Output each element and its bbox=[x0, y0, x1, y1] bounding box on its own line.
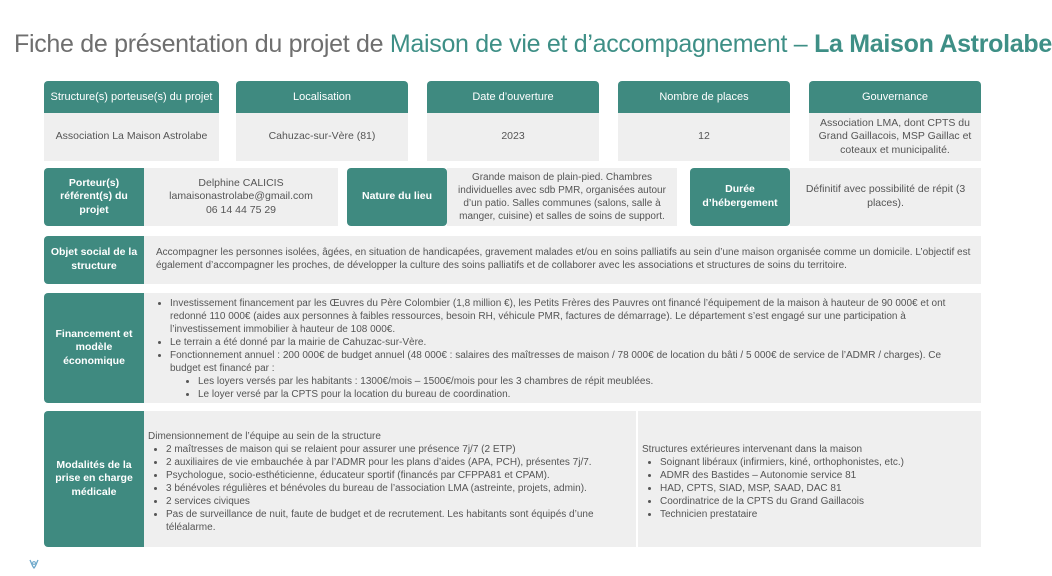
nature-label: Nature du lieu bbox=[347, 168, 447, 226]
porteur-name: Delphine CALICIS bbox=[198, 176, 284, 189]
financement-panel bbox=[144, 293, 981, 403]
financement-item: • Investissement financement par les Œuvres du Père Colombier (1,8 million €), les Petits Frères des Pauvres ont financé l’équipement de la maison à hauteur de 90 000€ et ont redonné 110 000€ (aides aux personnes à faibles ressources, besoin RH, véhicule PMR, factures de démarrage). Le département s’est engagé sur une participation à l’investissement immobilier à hauteur de 108 000€. bbox=[170, 297, 971, 336]
astrolabe-logo-icon bbox=[28, 558, 40, 573]
financement-subitem: • Le loyer versé par la CPTS pour la location du bureau de coordination. bbox=[198, 388, 971, 401]
objet-text: Accompagner les personnes isolées, âgées, en situation de handicapées, gravement malades et/ou en soins palliatifs au sein d’une maison organisée comme un domicile. L’objectif est également d’accompagner les proches, de développer la culture des soins palliatifs et de collaborer avec les associations et structures de soins du territoire. bbox=[144, 236, 981, 284]
title-part-1: Fiche de présentation du projet de bbox=[14, 30, 390, 58]
financement-list bbox=[156, 297, 971, 375]
modalites-right-item: • Coordinatrice de la CPTS du Grand Gaillacois bbox=[660, 495, 973, 508]
value-date: 2023 bbox=[427, 113, 599, 161]
porteur-phone: 06 14 44 75 29 bbox=[205, 203, 277, 216]
financement-label: Financement et modèle économique bbox=[44, 293, 144, 403]
title-part-2: Maison de vie et d’accompagnement – bbox=[389, 30, 815, 58]
financement-subitem: • Les loyers versés par les habitants : 1300€/mois – 1500€/mois pour les 3 chambres de répit meublées. bbox=[198, 375, 971, 388]
modalites-right-item: • ADMR des Bastides – Autonomie service 81 bbox=[660, 469, 973, 482]
modalites-left-item: • 2 maîtresses de maison qui se relaient pour assurer une présence 7j/7 (2 ETP) bbox=[166, 443, 628, 456]
duree-label: Durée d’hébergement bbox=[690, 168, 790, 226]
modalites-label: Modalités de la prise en charge médicale bbox=[44, 411, 144, 547]
value-places: 12 bbox=[618, 113, 790, 161]
duree-value: Définitif avec possibilité de répit (3 places). bbox=[790, 168, 981, 226]
modalites-right-title: Structures extérieures intervenant dans la maison bbox=[642, 444, 863, 455]
modalites-left-item: • Psychologue, socio-esthéticienne, éducateur sportif (financés par CFPPA81 et CPAM). bbox=[166, 469, 628, 482]
modalites-right-item: • Technicien prestataire bbox=[660, 508, 973, 521]
modalites-right-item: • Soignant libéraux (infirmiers, kiné, orthophonistes, etc.) bbox=[660, 456, 973, 469]
title-part-3: La Maison Astrolabe bbox=[814, 30, 1052, 58]
modalites-right-panel bbox=[638, 411, 981, 547]
porteur-email: lamaisonastrolabe@gmail.com bbox=[169, 190, 313, 203]
header-date: Date d’ouverture bbox=[427, 81, 599, 113]
value-localisation: Cahuzac-sur-Vère (81) bbox=[236, 113, 408, 161]
header-structure: Structure(s) porteuse(s) du projet bbox=[44, 81, 219, 113]
financement-item: • Fonctionnement annuel : 200 000€ de budget annuel (48 000€ : salaires des maîtresses de maison / 78 000€ de location du bâti / 5 000€ de service de l’ADMR / charges). Ce budget est financé par : bbox=[170, 349, 971, 375]
value-structure: Association La Maison Astrolabe bbox=[44, 113, 219, 161]
modalites-left-item: • 2 services civiques bbox=[166, 495, 628, 508]
modalites-left-list bbox=[148, 443, 628, 534]
header-localisation: Localisation bbox=[236, 81, 408, 113]
header-places: Nombre de places bbox=[618, 81, 790, 113]
value-gouvernance: Association LMA, dont CPTS du Grand Gaillacois, MSP Gaillac et coteaux et municipalité. bbox=[809, 113, 981, 161]
financement-sublist bbox=[156, 375, 971, 401]
objet-label: Objet social de la structure bbox=[44, 236, 144, 284]
porteur-contact bbox=[144, 168, 338, 226]
nature-value: Grande maison de plain-pied. Chambres individuelles avec sdb PMR, organisées autour d’un patio. Salles communes (salons, salle à manger, cuisine) et salles de soins de support. bbox=[447, 168, 677, 226]
header-gouvernance: Gouvernance bbox=[809, 81, 981, 113]
modalites-left-panel bbox=[144, 411, 636, 547]
porteur-label: Porteur(s) référent(s) du projet bbox=[44, 168, 144, 226]
modalites-left-item: • 3 bénévoles régulières et bénévoles du bureau de l’association LMA (astreinte, projets, admin). bbox=[166, 482, 628, 495]
modalites-right-item: • HAD, CPTS, SIAD, MSP, SAAD, DAC 81 bbox=[660, 482, 973, 495]
modalites-left-item: • 2 auxiliaires de vie embauchée à par l’ADMR pour les plans d’aides (APA, PCH), présentes 7j/7. bbox=[166, 456, 628, 469]
modalites-left-item: • Pas de surveillance de nuit, faute de budget et de recrutement. Les habitants sont équipés d’une téléalarme. bbox=[166, 508, 628, 534]
modalites-left-title: Dimensionnement de l’équipe au sein de la structure bbox=[148, 431, 381, 442]
page-title bbox=[14, 30, 1052, 59]
modalites-right-list bbox=[642, 456, 973, 521]
financement-item: • Le terrain a été donné par la mairie de Cahuzac-sur-Vère. bbox=[170, 336, 971, 349]
